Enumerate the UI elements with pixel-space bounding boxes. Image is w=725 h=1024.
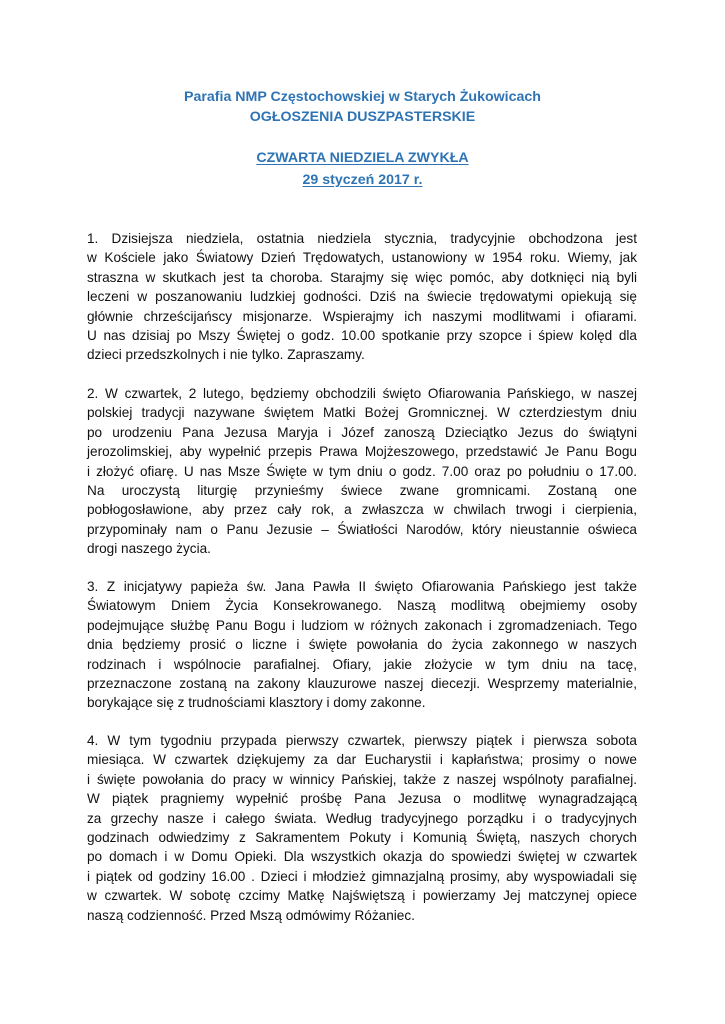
paragraph-line: U nas dzisiaj po Mszy Świętej o godz. 10.00 spotkanie przy szopce i śpiew kolęd dla [87,327,637,343]
paragraph-line: i święte powołania do pracy w winnicy Pańskiej, także z naszej wspólnoty parafialnej. [87,771,637,787]
announcement-4 [87,731,637,925]
announcement-3 [87,577,637,713]
paragraph-line: Na uroczystą liturgię przynieśmy świece zwane gromnicami. Zostaną one [87,482,637,498]
paragraph-line: straszna w skutkach jest ta choroba. Starajmy się więc pomóc, aby dotknięci nią byli [87,269,637,285]
announcement-2 [87,384,637,559]
paragraph-line: polskiej tradycji nazywane świętem Matki Bożej Gromnicznej. W czterdziestym dniu [87,405,637,421]
date-heading-wrap [0,170,725,190]
paragraph-line: za grzechy nasze i całego świata. Według tradycyjnego porządku i o tradycyjnych [87,810,637,826]
sunday-name: CZWARTA NIEDZIELA ZWYKŁA [256,150,469,166]
parish-name: Parafia NMP Częstochowskiej w Starych Żukowicach [184,89,541,105]
announcement-1 [87,229,637,365]
paragraph-line: rodzinach i wspólnocie parafialnej. Ofiary, jakie złożycie w tym dniu na tacę, [87,656,637,672]
paragraph-line: głównie chrześcijańscy misjonarze. Wspierajmy ich naszymi modlitwami i ofiarami. [87,308,637,324]
paragraph-line: dnia będziemy prosić o liczne i święte powołania do życia zakonnego w naszych [87,637,637,653]
paragraph-line: dzieci przedszkolnych i nie tylko. Zapraszamy. [87,347,365,363]
paragraph-line: naszą codzienność. Przed Mszą odmówimy Różaniec. [87,907,415,923]
paragraph-line: podejmujące służbę Panu Bogu i ludziom w różnych zakonach i zgromadzeniach. Tego [87,617,637,633]
document-title: OGŁOSZENIA DUSZPASTERSKIE [249,109,476,125]
paragraph-line: 4. W tym tygodniu przypada pierwszy czwartek, pierwszy piątek i pierwsza sobota [87,733,637,748]
sunday-heading-wrap [0,148,725,168]
paragraph-line: w czwartek. W sobotę czcimy Matkę Najświętszą i powierzamy Jej matczynej opiece [87,888,637,904]
paragraph-line: borykające się z trudnościami klasztory i domy zakonne. [87,695,426,711]
paragraph-line: Światowym Dniem Życia Konsekrowanego. Naszą modlitwą obejmiemy osoby [87,598,637,614]
paragraph-line: 2. W czwartek, 2 lutego, będziemy obchodzili święto Ofiarowania Pańskiego, w naszej [87,386,637,401]
paragraph-line: miesiąca. W czwartek dziękujemy za dar Eucharystii i kapłaństwa; prosimy o nowe [87,752,637,768]
paragraph-line: i złożyć ofiarę. U nas Msze Święte w tym dniu o godz. 7.00 oraz po południu o 17.00. [87,463,637,479]
paragraph-line: przeznaczone zostaną na zakony klauzurowe naszej diecezji. Wesprzemy materialnie, [87,675,637,691]
paragraph-line: 3. Z inicjatywy papieża św. Jana Pawła II święto Ofiarowania Pańskiego jest także [87,579,637,594]
paragraph-line: W piątek pragniemy wypełnić prośbę Pana Jezusa o modlitwę wynagradzającą [87,791,637,807]
paragraph-line: i piątek od godziny 16.00 . Dzieci i młodzież gimnazjalną prosimy, aby wyspowiadali się [87,868,637,884]
paragraph-line: 1. Dzisiejsza niedziela, ostatnia niedziela stycznia, tradycyjnie obchodzona jest [87,231,637,246]
paragraph-line: w Kościele jako Światowy Dzień Trędowatych, ustanowiony w 1954 roku. Wiemy, jak [87,250,637,266]
paragraph-line: drogi naszego życia. [87,541,211,557]
announcement-date: 29 styczeń 2017 r. [302,172,423,188]
paragraph-line: pobłogosławione, aby przez cały rok, a zwłaszcza w chwilach trwogi i cierpienia, [87,502,637,518]
paragraph-line: po domach i w Domu Opieki. Dla wszystkich okazja do spowiedzi świętej w czwartek [87,849,637,865]
paragraph-line: leczeni w poszanowaniu ludzkiej godności. Dziś na świecie trędowatymi opiekują się [87,289,637,305]
paragraph-line: jerozolimskiej, aby wypełnić przepis Prawa Mojżeszowego, przedstawić Je Panu Bogu [87,444,637,460]
paragraph-line: przypominały nam o Panu Jezusie – Światłości Narodów, który nieustannie oświeca [87,521,637,537]
paragraph-line: po urodzeniu Pana Jezusa Maryja i Józef zanoszą Dzieciątko Jezus do świątyni [87,424,637,440]
paragraph-line: godzinach odwiedzimy z Sakramentem Pokuty i Komunią Świętą, naszych chorych [87,829,637,845]
